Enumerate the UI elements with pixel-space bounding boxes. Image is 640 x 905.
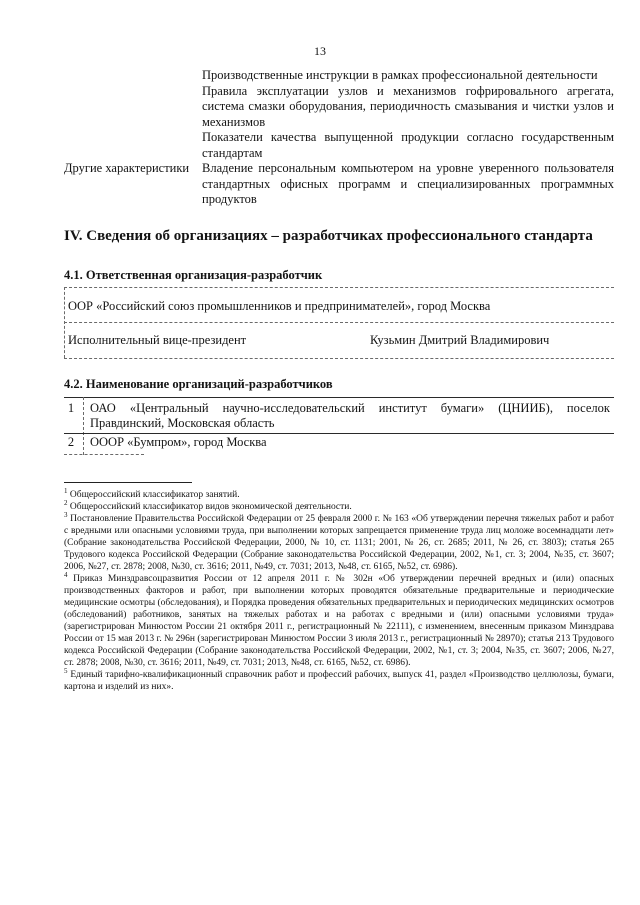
org-number: 1	[67, 401, 75, 415]
footnote: $^2$ Общероссийский классификатор видов экономической деятельности.	[64, 498, 352, 512]
responsible-position: Исполнительный вице-президент	[68, 333, 247, 347]
characteristic-item: Показатели качества выпущенной продукции согласно государственным стандартам	[202, 130, 614, 160]
footnote-separator	[64, 482, 192, 483]
org-name: ОООР «Бумпром», город Москва	[90, 435, 267, 449]
table-42-row-border	[64, 433, 614, 434]
page-number: 13	[314, 44, 326, 58]
responsible-person: Кузьмин Дмитрий Владимирович	[370, 333, 550, 347]
table-41-mid-border	[64, 322, 614, 323]
table-41-bottom-border	[64, 358, 614, 359]
footnote: $^1$ Общероссийский классификатор занятий.	[64, 486, 240, 500]
characteristic-item: Производственные инструкции в рамках профессиональной деятельности	[202, 68, 598, 82]
footnote: $^5$ Единый тарифно-квалификационный справочник работ и профессий рабочих, выпуск 41, раздел «Производство целлюлозы, бумаги, картона и изделий из них».	[64, 666, 615, 692]
org-name: ОАО «Центральный научно-исследовательский институт бумаги» (ЦНИИБ), поселок Правдинский, Московская область	[90, 401, 610, 430]
characteristics-items	[202, 68, 614, 161]
section-iv-title: IV. Сведения об организациях – разработчиках профессионального стандарта	[64, 228, 593, 244]
footnotes	[64, 486, 615, 693]
section-41-heading: 4.1. Ответственная организация-разработчик	[64, 268, 323, 282]
responsible-org: ООР «Российский союз промышленников и предпринимателей», город Москва	[68, 299, 491, 313]
table-42-top-border	[64, 397, 614, 398]
footnote: $^3$ Постановление Правительства Российской Федерации от 25 февраля 2000 г. № 163 «Об утверждении перечня тяжелых работ и работ с вредными или опасными условиями труда, при выполнении которых запрещается применение труда лиц моложе восемнадцати лет» (Собрание законодательства Российской Федерации, 2000, № 10, ст. 1131; 2001, № 26, ст. 2685; 2011, № 26, ст. 3803); статья 265 Трудового кодекса Российской Федерации (Собрание законодательства Российской Федерации, 2002, №1, ст. 3; 2004, №35, ст. 3607; 2006, №27, ст. 2878; 2008, №30, ст. 3616; 2011, №49, ст. 7031; 2013, №48, ст. 6165, №52, ст. 6986).	[64, 510, 615, 572]
section-42-heading: 4.2. Наименование организаций-разработчиков	[64, 377, 333, 391]
other-characteristics-label: Другие характеристики	[64, 161, 190, 175]
footnote: $^4$ Приказ Минздравсоцразвития России от 12 апреля 2011 г. № 302н «Об утверждении перечней вредных и (или) опасных производственных факторов и работ, при выполнении которых проводятся обязательные предварительные и периодические медицинские осмотры (обследования), и Порядка проведения обязательных предварительных и периодических медицинских осмотров (обследований) работников, занятых на тяжелых работах и на работах с вредными и (или) опасными условиями труда» (зарегистрирован Минюстом России 21 октября 2011 г., регистрационный № 22111), с изменением, внесенным приказом Минздрава России от 15 мая 2013 г. № 296н (зарегистрирован Минюстом России 3 июля 2013 г., регистрационный № 28970); статья 213 Трудового кодекса Российской Федерации (Собрание законодательства Российской Федерации, 2002, №1, ст. 3; 2004, №35, ст. 3607; 2006, №27, ст. 2878; 2008, №30, ст. 3616; 2011, №49, ст. 7031; 2013, №48, ст. 6165, №52, ст. 6986).	[64, 570, 614, 668]
table-42-bottom-border	[64, 454, 144, 455]
org-number: 2	[67, 435, 75, 449]
characteristic-item: Правила эксплуатации узлов и механизмов гофрировального агрегата, система смазки оборудования, периодичность смазывания и чистки узлов и механизмов	[202, 83, 614, 129]
table-42-col-border	[83, 397, 84, 455]
table-41-top-border	[64, 287, 614, 288]
other-characteristics-value: Владение персональным компьютером на уровне уверенного пользователя стандартных офисных программ и специализированных программных продуктов	[202, 161, 614, 206]
characteristics-block	[64, 68, 614, 208]
